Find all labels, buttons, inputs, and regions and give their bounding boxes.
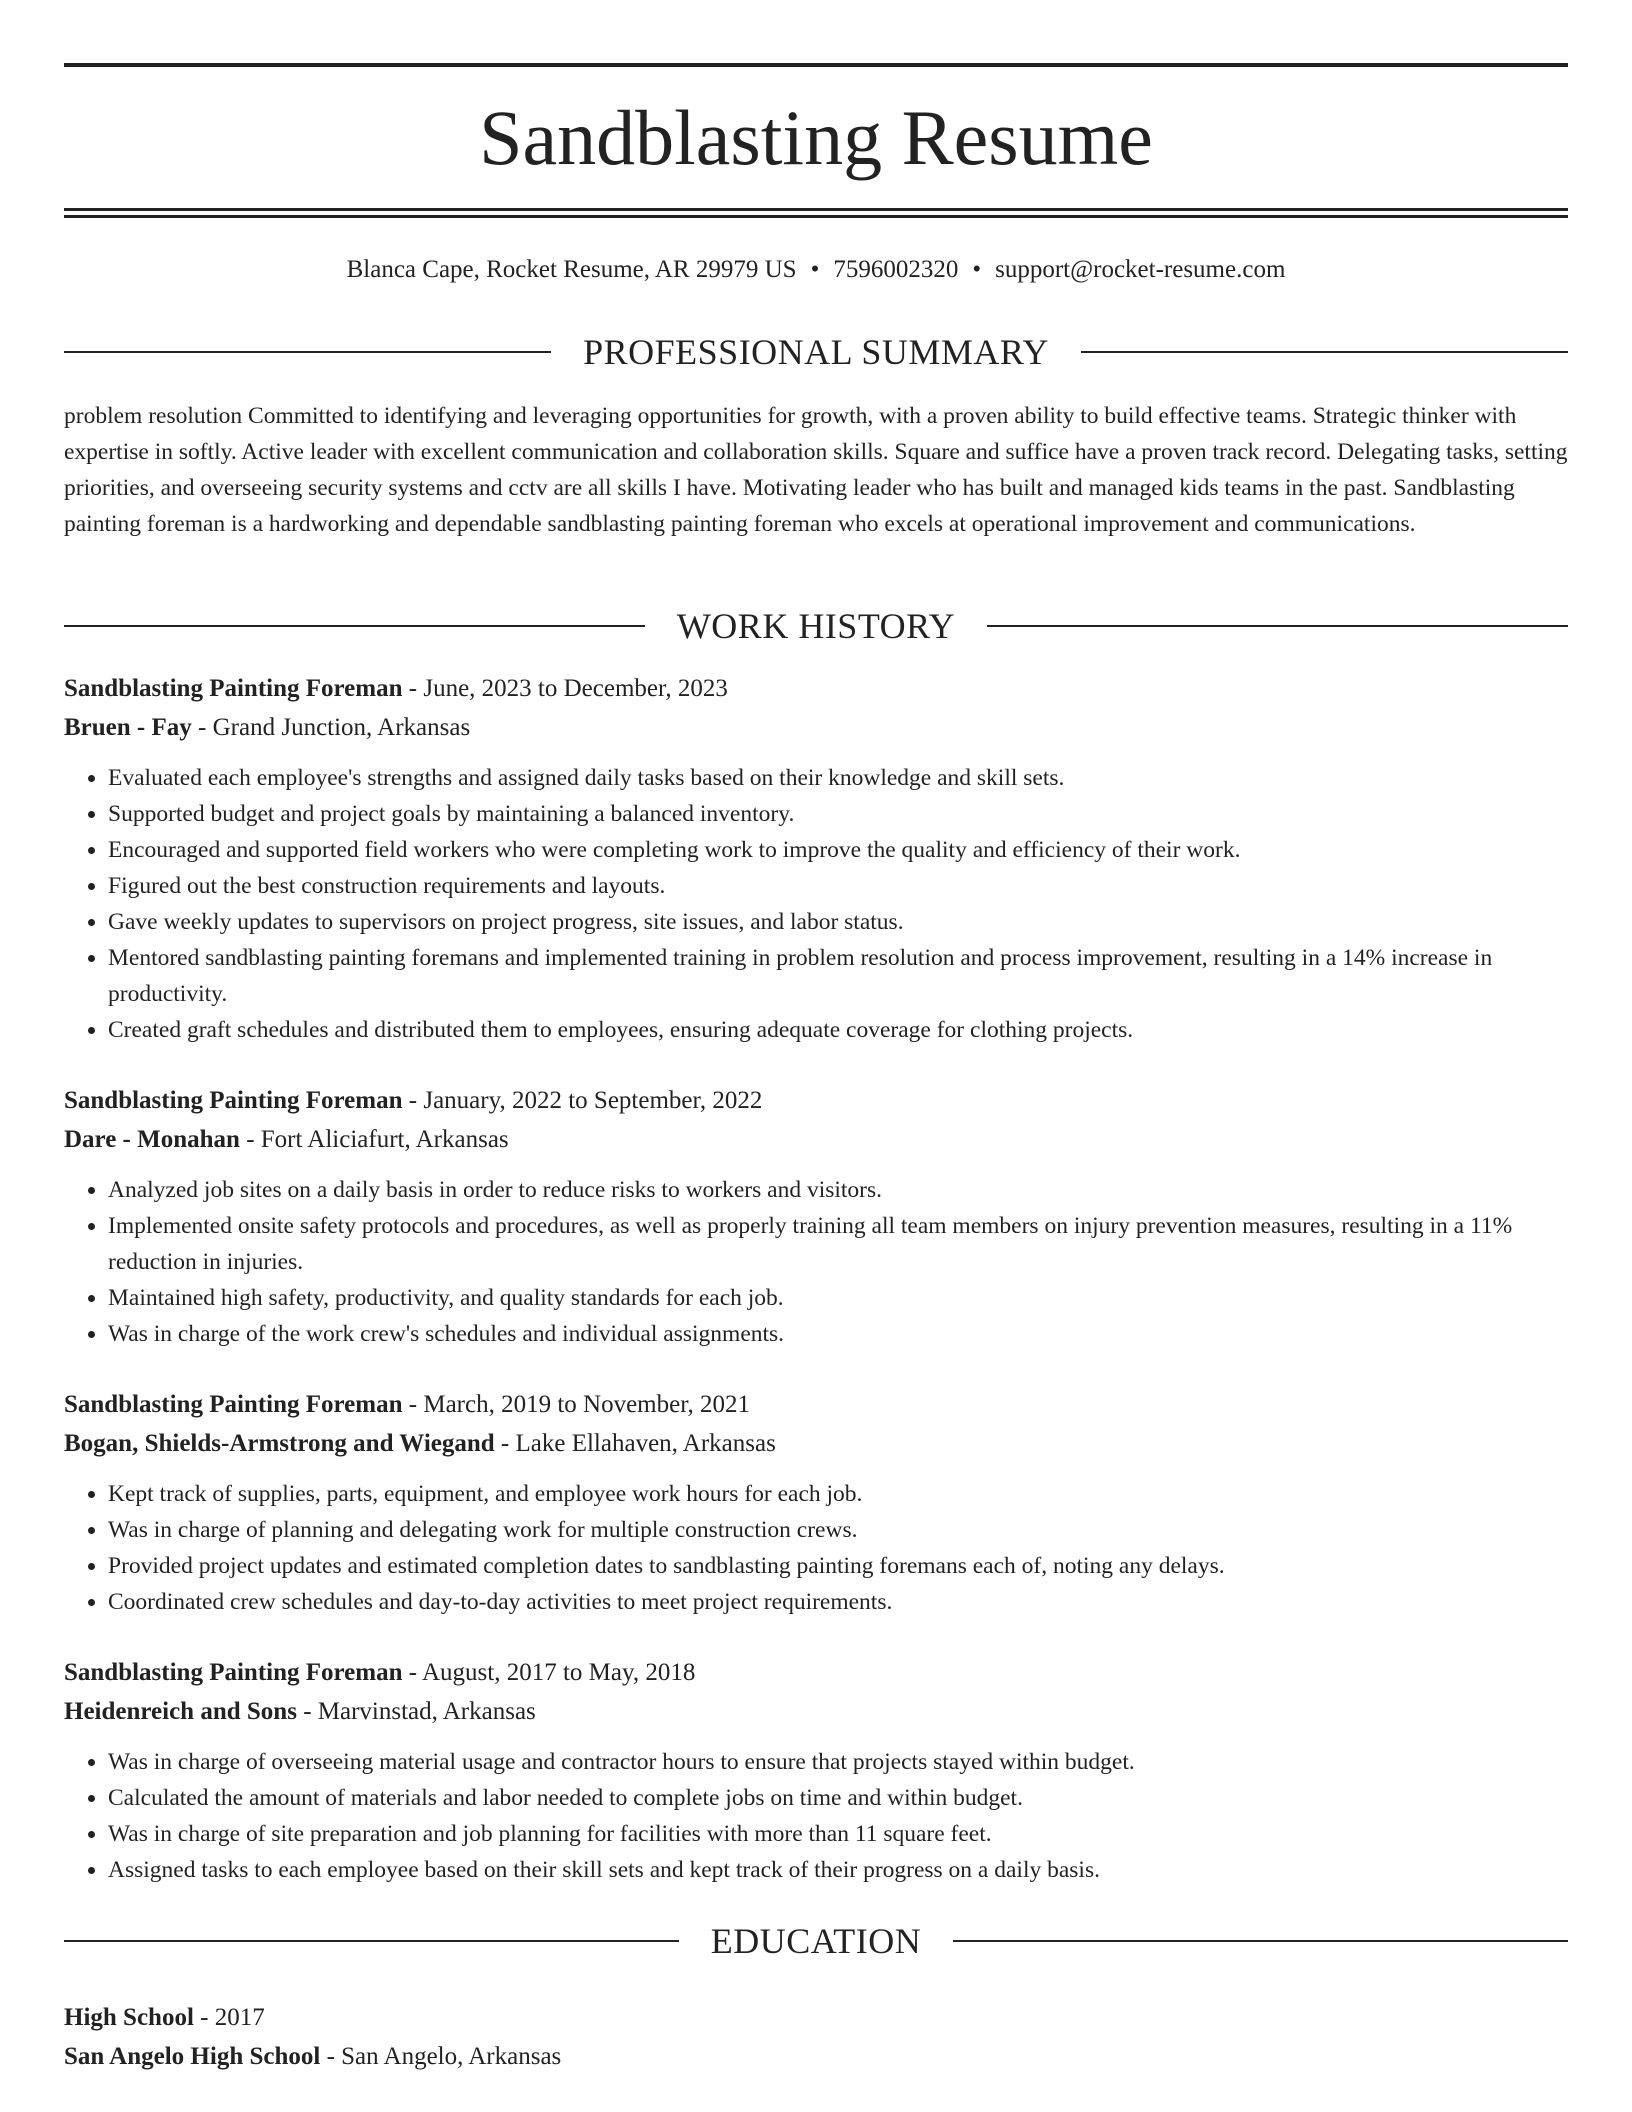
job-dash: -: [402, 675, 424, 702]
education-heading-label: EDUCATION: [710, 1921, 922, 1961]
job-bullet: • Evaluated each employee's strengths and assigned daily tasks based on their knowledge and skill sets.: [108, 760, 1568, 796]
job-bullet: • Was in charge of site preparation and job planning for facilities with more than 11 square feet.: [108, 1816, 1568, 1852]
job-title-line: [64, 1385, 1568, 1424]
job-dates: June, 2023 to December, 2023: [423, 675, 728, 702]
job-dash: -: [296, 1698, 318, 1725]
job-bullet: • Maintained high safety, productivity, and quality standards for each job.: [108, 1280, 1568, 1316]
heading-rule-right: [987, 625, 1568, 627]
title-rule-lower: [64, 215, 1568, 218]
job-title: Sandblasting Painting Foreman: [64, 1087, 403, 1114]
contact-separator: •: [972, 256, 982, 283]
job-dates: March, 2019 to November, 2021: [423, 1391, 751, 1418]
job-bullets: [64, 1744, 1568, 1888]
job-dash: -: [402, 1659, 422, 1686]
job-bullet: • Coordinated crew schedules and day-to-day activities to meet project requirements.: [108, 1584, 1568, 1620]
job-bullet: • Figured out the best construction requirements and layouts.: [108, 868, 1568, 904]
job-bullet: • Created graft schedules and distributed them to employees, ensuring adequate coverage for clothing projects.: [108, 1012, 1568, 1048]
education-heading: [64, 1919, 1568, 1963]
education-dash: -: [193, 2004, 215, 2031]
heading-rule-right: [1081, 351, 1568, 353]
education-entry: [64, 1998, 1568, 2076]
job-bullet: • Calculated the amount of materials and labor needed to complete jobs on time and within budget.: [108, 1780, 1568, 1816]
job-bullet: • Implemented onsite safety protocols and procedures, as well as properly training all team members on injury prevention measures, resulting in a 11% reduction in injuries.: [108, 1208, 1568, 1280]
contact-email: support@rocket-resume.com: [995, 256, 1286, 283]
heading-rule-left: [64, 351, 551, 353]
job-bullet: • Supported budget and project goals by maintaining a balanced inventory.: [108, 796, 1568, 832]
education-school-line: [64, 2037, 1568, 2076]
education-dash: -: [320, 2043, 342, 2070]
job-company: Bruen - Fay: [64, 714, 192, 741]
heading-rule-right: [953, 1940, 1568, 1942]
contact-line: [64, 252, 1568, 288]
education-year: 2017: [214, 2004, 265, 2031]
title-rule-upper: [64, 208, 1568, 211]
summary-heading: [64, 330, 1568, 374]
job-title: Sandblasting Painting Foreman: [64, 1391, 403, 1418]
job-company-line: [64, 1120, 1568, 1159]
job-company-line: [64, 708, 1568, 747]
job-bullet: • Encouraged and supported field workers who were completing work to improve the quality and efficiency of their work.: [108, 832, 1568, 868]
job-entry: [64, 1385, 1568, 1620]
top-rule: [64, 63, 1568, 67]
job-title: Sandblasting Painting Foreman: [64, 1659, 403, 1686]
contact-phone: 7596002320: [833, 256, 959, 283]
job-title-line: [64, 1653, 1568, 1692]
job-company-line: [64, 1424, 1568, 1463]
job-bullet: • Mentored sandblasting painting foremans and implemented training in problem resolution and process improvement, resulting in a 14% increase in productivity.: [108, 940, 1568, 1012]
job-bullet: • Was in charge of planning and delegating work for multiple construction crews.: [108, 1512, 1568, 1548]
job-bullet: • Gave weekly updates to supervisors on project progress, site issues, and labor status.: [108, 904, 1568, 940]
work-history-heading: [64, 604, 1568, 648]
job-dash: -: [239, 1126, 261, 1153]
heading-rule-left: [64, 1940, 679, 1942]
job-dash: -: [494, 1430, 516, 1457]
job-title-line: [64, 1081, 1568, 1120]
job-dates: August, 2017 to May, 2018: [421, 1659, 696, 1686]
job-location: Grand Junction, Arkansas: [212, 714, 471, 741]
job-bullet: • Analyzed job sites on a daily basis in order to reduce risks to workers and visitors.: [108, 1172, 1568, 1208]
job-company-line: [64, 1692, 1568, 1731]
resume-title: Sandblasting Resume: [479, 94, 1153, 181]
education-degree-line: [64, 1998, 1568, 2037]
job-location: Marvinstad, Arkansas: [317, 1698, 536, 1725]
job-entry: [64, 669, 1568, 1048]
education-degree: High School: [64, 2004, 194, 2031]
job-bullet: • Kept track of supplies, parts, equipment, and employee work hours for each job.: [108, 1476, 1568, 1512]
job-entry: [64, 1653, 1568, 1888]
education-location: San Angelo, Arkansas: [341, 2043, 562, 2070]
contact-separator: •: [810, 256, 820, 283]
job-dates: January, 2022 to September, 2022: [423, 1087, 763, 1114]
heading-rule-left: [64, 625, 645, 627]
job-entry: [64, 1081, 1568, 1352]
job-dash: -: [402, 1087, 424, 1114]
summary-heading-label: PROFESSIONAL SUMMARY: [583, 332, 1049, 372]
job-bullet: • Assigned tasks to each employee based on their skill sets and kept track of their progress on a daily basis.: [108, 1852, 1568, 1888]
job-company: Dare - Monahan: [64, 1126, 240, 1153]
job-company: Bogan, Shields-Armstrong and Wiegand: [64, 1430, 495, 1457]
job-title-line: [64, 669, 1568, 708]
job-dash: -: [402, 1391, 424, 1418]
job-dash: -: [191, 714, 213, 741]
job-bullets: [64, 760, 1568, 1048]
job-company: Heidenreich and Sons: [64, 1698, 297, 1725]
contact-address: Blanca Cape, Rocket Resume, AR 29979 US: [346, 256, 797, 283]
job-bullets: [64, 1476, 1568, 1620]
job-bullet: • Was in charge of overseeing material usage and contractor hours to ensure that projects stayed within budget.: [108, 1744, 1568, 1780]
job-bullet: • Provided project updates and estimated completion dates to sandblasting painting foremans each of, noting any delays.: [108, 1548, 1568, 1584]
job-location: Lake Ellahaven, Arkansas: [515, 1430, 776, 1457]
job-location: Fort Aliciafurt, Arkansas: [260, 1126, 509, 1153]
education-school: San Angelo High School: [64, 2043, 321, 2070]
work-history-heading-label: WORK HISTORY: [676, 606, 956, 646]
job-title: Sandblasting Painting Foreman: [64, 675, 403, 702]
job-bullet: • Was in charge of the work crew's schedules and individual assignments.: [108, 1316, 1568, 1352]
job-bullets: [64, 1172, 1568, 1352]
summary-text: problem resolution Committed to identifying and leveraging opportunities for growth, with a proven ability to build effective teams. Strategic thinker with expertise in softly. Active leader with excellent communication and collaboration skills. Square and suffice have a proven track record. Delegating tasks, setting priorities, and overseeing security systems and cctv are all skills I have. Motivating leader who has built and managed kids teams in the past. Sandblasting painting foreman is a hardworking and dependable sandblasting painting foreman who excels at operational improvement and communications.: [64, 403, 1568, 537]
